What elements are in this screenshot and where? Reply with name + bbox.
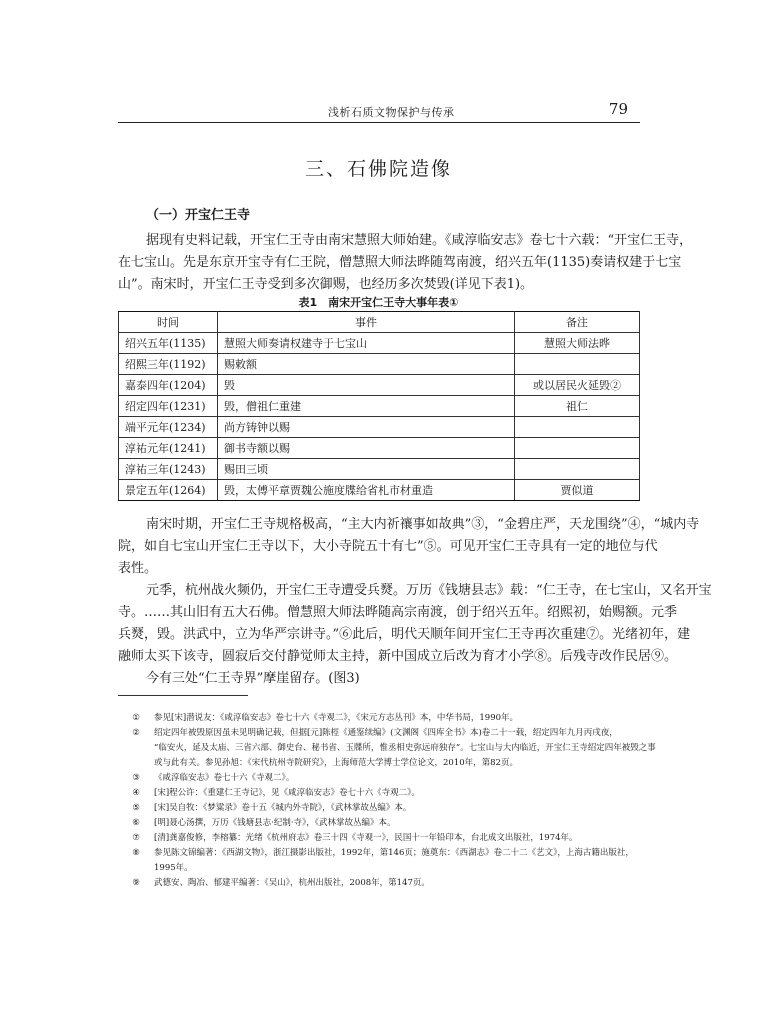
table-header-row: [119, 312, 640, 333]
cell-note: 祖仁: [515, 396, 640, 417]
paragraph-line: 今有三处“仁王寺界”摩崖留存。(图3): [146, 671, 360, 686]
footnote-line: 或与此有关。参见孙旭：《宋代杭州寺院研究》，上海师范大学博士学位论文，2010年，第82页。: [154, 758, 518, 768]
footnote-mark: ④: [132, 788, 140, 798]
table-row: [119, 396, 640, 417]
running-header: [118, 100, 640, 123]
cell-note: [515, 459, 640, 480]
cell-event: 赐敕额: [218, 354, 515, 375]
cell-time: 淳祐元年(1241): [119, 438, 218, 459]
cell-time: 绍定四年(1231): [119, 396, 218, 417]
footnote-line: 武德安、陶冶、郁建平编著：《吴山》，杭州出版社，2008年，第147页。: [154, 878, 430, 888]
footnote: [118, 831, 640, 846]
footnote-mark: ③: [132, 773, 140, 783]
cell-note: [515, 417, 640, 438]
footnote-line: 参见陈文锦编著：《西湖文物》，浙江摄影出版社，1992年，第146页；施奠东：《西湖志》卷二十二《艺文》，上海古籍出版社，: [154, 848, 634, 858]
table-row: [119, 459, 640, 480]
paragraph-line: 山”。南宋时，开宝仁王寺受到多次御赐，也经历多次焚毁(详见下表1)。: [118, 277, 534, 292]
paragraph-line: 元季，杭州战火频仍，开宝仁王寺遭受兵燹。万历《钱塘县志》载：“仁王寺，在七宝山，又名开宝: [146, 583, 712, 598]
cell-note: [515, 354, 640, 375]
footnote-line: [宋]程公许：《重建仁王寺记》，见《咸淳临安志》卷七十六《寺观二》。: [154, 788, 420, 798]
footnote-mark: ②: [132, 728, 140, 738]
cell-time: 嘉泰四年(1204): [119, 375, 218, 396]
section-title: 三、石佛院造像: [304, 158, 452, 180]
cell-time: 景定五年(1264): [119, 480, 218, 501]
cell-event: 御书寺额以赐: [218, 438, 515, 459]
table-caption: 表1 南宋开宝仁王寺大事年表①: [298, 296, 459, 309]
paragraph-line: 融师太买下该寺，圆寂后交付静觉师太主持，新中国成立后改为育才小学⑧。后残寺改作民居⑨。: [118, 649, 678, 664]
column-header-time: 时间: [119, 312, 218, 333]
footnote-line: [清]龚嘉俊修，李榕纂：光绪《杭州府志》卷三十四《寺观一》，民国十一年铅印本，台北成文出版社，1974年。: [154, 833, 578, 843]
footnote-mark: ①: [132, 713, 140, 723]
paragraph-line: 据现有史料记载，开宝仁王寺由南宋慧照大师始建。《咸淳临安志》卷七十六载：“开宝仁王寺，: [146, 233, 693, 248]
footnote-divider: [118, 695, 248, 696]
footnote: [118, 786, 640, 801]
footnote: [118, 726, 656, 771]
paragraph-line: 寺。……其山旧有五大石佛。僧慧照大师法晔随高宗南渡，创于绍兴五年。绍熙初，始赐额。元季: [118, 605, 678, 620]
paragraph-line: 兵燹，毁。洪武中，立为华严宗讲寺。”⑥此后，明代天顺年间开宝仁王寺再次重建⑦。光绪初年，建: [118, 627, 691, 642]
paragraph-line: 表性。: [118, 561, 158, 576]
cell-note: [515, 438, 640, 459]
events-table: [118, 311, 640, 501]
footnote-mark: ⑥: [132, 818, 140, 828]
footnote: [118, 771, 640, 786]
cell-event: 毁，僧祖仁重建: [218, 396, 515, 417]
subsection-heading: （一）开宝仁王寺: [146, 208, 251, 223]
cell-note: 贾似道: [515, 480, 640, 501]
table-row: [119, 333, 640, 354]
table-row: [119, 375, 640, 396]
table-row: [119, 438, 640, 459]
cell-note: 或以居民火延毁②: [515, 375, 640, 396]
footnote-mark: ⑤: [132, 803, 140, 813]
footnote-mark: ⑧: [132, 848, 140, 858]
footnote: [118, 816, 640, 831]
footnotes: [118, 711, 656, 891]
cell-event: 毁: [218, 375, 515, 396]
cell-event: 尚方铸钟以赐: [218, 417, 515, 438]
cell-event: 赐田三顷: [218, 459, 515, 480]
footnote-line: 《咸淳临安志》卷七十六《寺观二》。: [154, 773, 295, 783]
footnote-mark: ⑨: [132, 878, 140, 888]
paragraph-line: 南宋时期，开宝仁王寺规格极高，“主大内祈禳事如故典”③，“金碧庄严，天龙围绕”④，“城内寺: [146, 517, 700, 532]
table-row: [119, 354, 640, 375]
footnote-line: 1995年。: [154, 863, 193, 873]
cell-event: 毁，太傅平章贾魏公施度牒给省札市材重造: [218, 480, 515, 501]
cell-time: 端平元年(1234): [119, 417, 218, 438]
paragraph-line: 院，如自七宝山开宝仁王寺以下，大小寺院五十有七”⑤。可见开宝仁王寺具有一定的地位与代: [118, 539, 658, 554]
footnote: [118, 846, 640, 876]
paragraph-history: [118, 230, 693, 296]
column-header-event: 事件: [218, 312, 515, 333]
page-number: 79: [608, 100, 628, 118]
footnote-line: 参见[宋]潜说友：《咸淳临安志》卷七十六《寺观二》，《宋元方志丛刊》本，中华书局，1990年。: [154, 713, 519, 723]
cell-note: 慧照大师法晔: [515, 333, 640, 354]
cell-time: 淳祐三年(1243): [119, 459, 218, 480]
footnote-line: 绍定四年被毁原因虽未见明确记载，但据[元]陈桱《通鉴续编》(文渊阁《四库全书》本)卷二十一载，绍定四年九月丙戌夜，: [154, 728, 618, 738]
table-row: [119, 480, 640, 501]
footnote: [118, 801, 640, 816]
footnote-line: [宋]吴自牧：《梦粱录》卷十五《城内外寺院》，《武林掌故丛编》本。: [154, 803, 412, 813]
running-title: 浅析石质文物保护与传承: [328, 106, 455, 119]
cell-time: 绍熙三年(1192): [119, 354, 218, 375]
column-header-note: 备注: [515, 312, 640, 333]
footnote: [118, 711, 640, 726]
footnote-mark: ⑦: [132, 833, 140, 843]
footnote: [118, 876, 640, 891]
paragraph-status: [118, 514, 712, 690]
cell-event: 慧照大师奏请权建寺于七宝山: [218, 333, 515, 354]
table-row: [119, 417, 640, 438]
footnote-line: “临安火，延及太庙、三省六部、御史台、秘书省、玉牒所，惟丞相史弥远府独存”。七宝山与大内临近，开宝仁王寺绍定四年被毁之事: [154, 743, 656, 753]
footnote-line: [明]聂心汤撰，万历《钱塘县志·纪制·寺》，《武林掌故丛编》本。: [154, 818, 396, 828]
cell-time: 绍兴五年(1135): [119, 333, 218, 354]
paragraph-line: 在七宝山。先是东京开宝寺有仁王院，僧慧照大师法晔随驾南渡，绍兴五年(1135)奏请权建于七宝: [118, 255, 682, 270]
